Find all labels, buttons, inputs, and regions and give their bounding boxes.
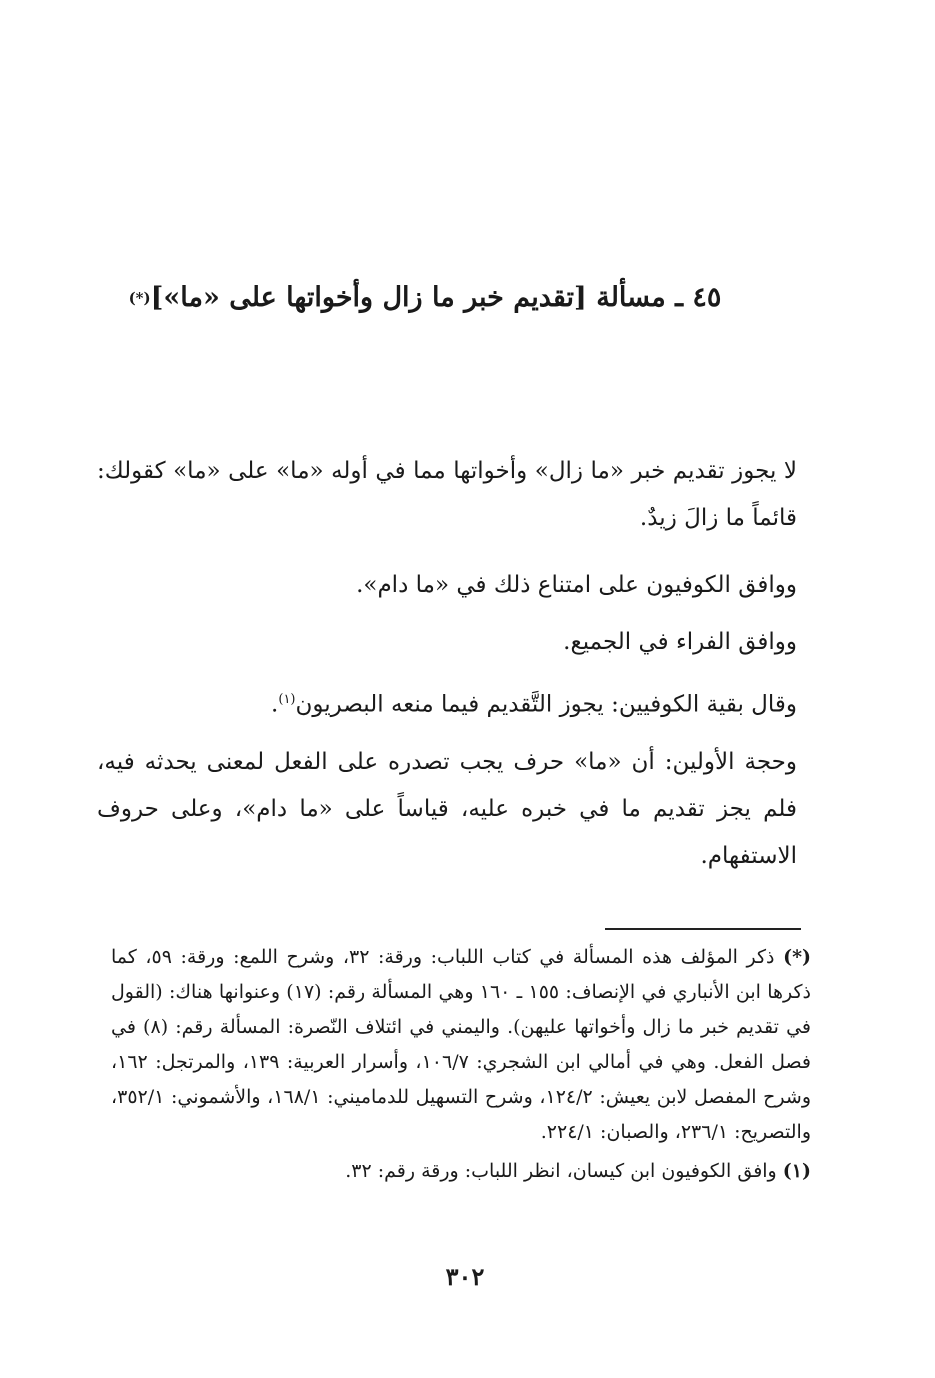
footnote-1	[111, 1154, 811, 1189]
paragraph-rest-kufiyun	[97, 676, 797, 729]
footnote-1-text: وافق الكوفيون ابن كيسان، انظر اللباب: ورقة رقم: ٣٢.	[345, 1160, 777, 1182]
footnote-star-text: ذكر المؤلف هذه المسألة في كتاب اللباب: ورقة: ٣٢، وشرح اللمع: ورقة: ٥٩، كما ذكرها ابن الأنباري في الإنصاف: ١٥٥ ـ ١٦٠ وهي المسألة رقم: (١٧) وعنوانها هناك: (القول في تقديم خبر ما زال وأخواتها عليهن). واليمني في ائتلاف النّصرة: المسألة رقم: (٨) في فصل الفعل. وهي في أمالي ابن الشجري: ١٠٦/٧، وأسرار العربية: ١٣٩، والمرتجل: ١٦٢، وشرح المفصل لابن يعيش: ١٢٤/٢، وشرح التسهيل للدماميني: ١٦٨/١، والأشموني: ٣٥٢/١، والتصريح: ٢٣٦/١، والصبان: ٢٢٤/١.	[111, 946, 812, 1143]
footnote-separator	[605, 928, 801, 930]
paragraph-rest-kufiyun-end: .	[271, 691, 279, 718]
footnote-star-marker: (*)	[783, 946, 811, 968]
paragraph-kufiyun: ووافق الكوفيون على امتناع ذلك في «ما دام».	[356, 572, 797, 598]
page-number: ٣٠٢	[445, 1262, 485, 1291]
section-title-text: ٤٥ ـ مسألة [تقديم خبر ما زال وأخواتها على «ما»]	[150, 282, 722, 313]
main-text	[97, 448, 797, 890]
paragraph-farra: ووافق الفراء في الجميع.	[563, 629, 797, 655]
paragraph-rule: لا يجوز تقديم خبر «ما زال» وأخواتها مما في أوله «ما» على «ما» كقولك: قائماً ما زالَ زيدٌ.	[97, 458, 797, 531]
paragraph-rest-kufiyun-text: وقال بقية الكوفيين: يجوز التَّقديم فيما منعه البصريون	[295, 691, 797, 718]
footnote-1-marker: (١)	[782, 1160, 811, 1182]
footnote-ref-1[interactable]: (١)	[278, 692, 296, 707]
paragraph-argument: وحجة الأولين: أن «ما» حرف يجب تصدره على الفعل لمعنى يحدثه فيه، فلم يجز تقديم ما في خبره عليه، قياساً على «ما دام»، وعلى حروف الاستفهام.	[97, 748, 797, 869]
footnotes	[111, 940, 811, 1193]
footnote-star	[111, 940, 811, 1150]
section-title	[120, 278, 730, 318]
section-title-marker: (*)	[128, 289, 151, 307]
